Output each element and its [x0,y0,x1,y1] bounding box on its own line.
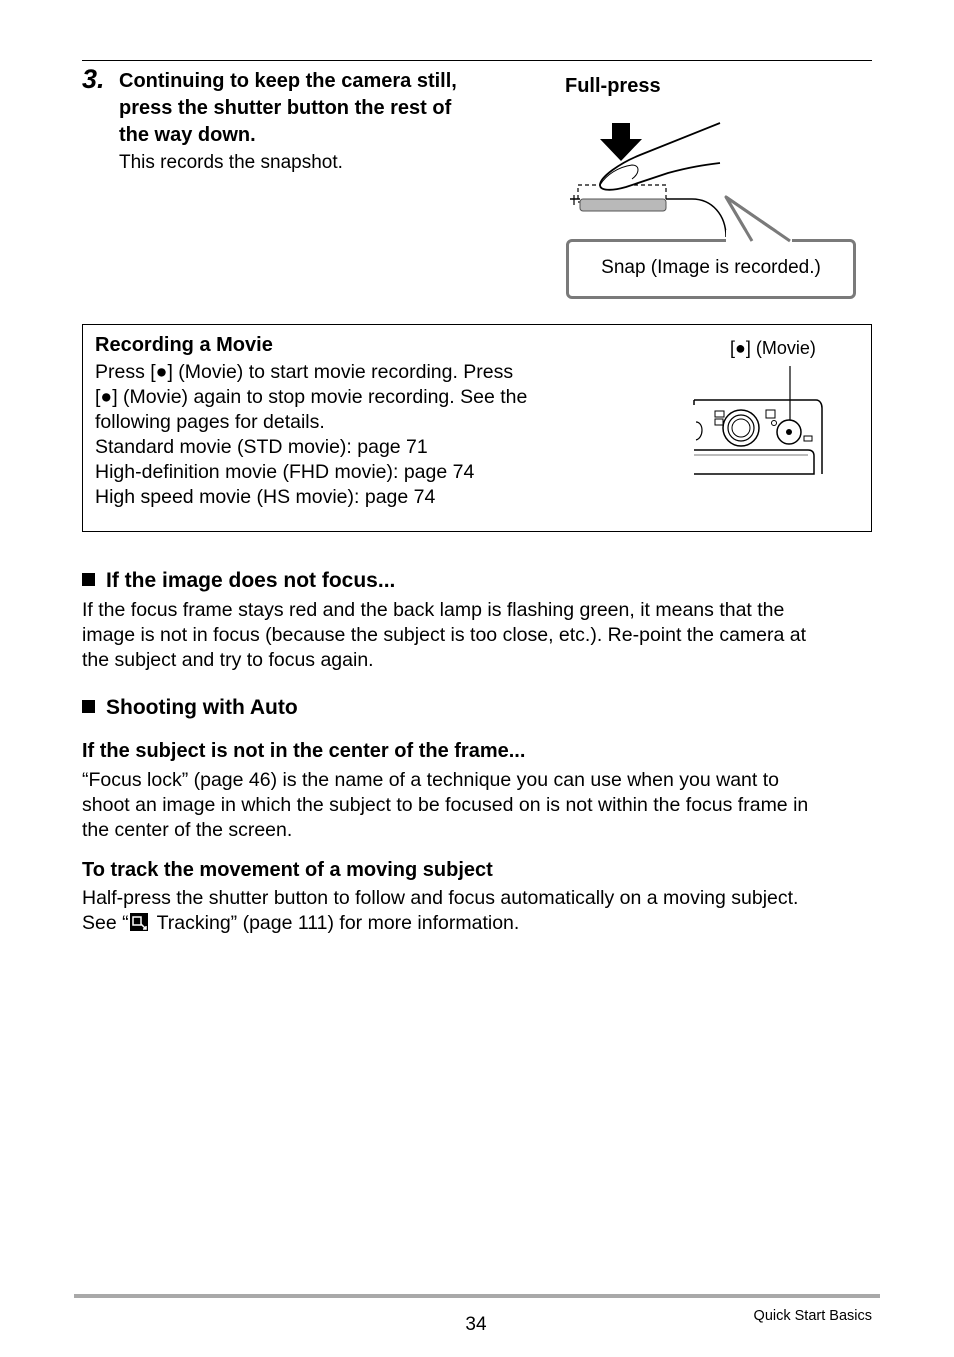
movie-box-line: Standard movie (STD movie): page 71 [95,436,428,458]
body-line: Half-press the shutter button to follow and focus automatically on a moving subject. [82,887,799,909]
tracking-body [82,886,872,936]
tracking-heading: To track the movement of a moving subject [82,859,493,881]
movie-box-line: [●] (Movie) again to stop movie recording. See the [95,386,528,408]
step-note: This records the snapshot. [119,152,343,173]
body-line: image is not in focus (because the subject is too close, etc.). Re-point the camera at [82,624,807,646]
body-line: If the focus frame stays red and the back lamp is flashing green, it means that the [82,599,785,621]
body-line: the center of the screen. [82,819,293,841]
subject-center-body [82,768,872,843]
movie-box-line: High-definition movie (FHD movie): page 74 [95,461,475,483]
tracking-suffix: Tracking” (page 111) for more information. [156,912,520,934]
auto-section-heading [82,694,298,722]
footer-rule [74,1294,880,1298]
movie-box-line: following pages for details. [95,411,325,433]
camera-top-illustration [690,360,830,485]
body-line: the subject and try to focus again. [82,649,374,671]
callout-pointer-outline [560,115,870,245]
movie-box-line: Press [●] (Movie) to start movie recording. Press [95,361,514,383]
tracking-icon [129,912,149,932]
step-instruction-line: Continuing to keep the camera still, [119,70,457,92]
tracking-prefix: See “ [82,912,129,934]
footer-section-name: Quick Start Basics [753,1308,872,1324]
focus-section-heading [82,567,395,595]
movie-box-title: Recording a Movie [95,334,273,356]
body-line: shoot an image in which the subject to be focused on is not within the focus frame in [82,794,809,816]
full-press-label: Full-press [565,75,661,97]
focus-heading-text: If the image does not focus... [106,569,396,592]
movie-box-text [95,360,595,510]
subject-center-heading: If the subject is not in the center of the frame... [82,740,526,762]
square-bullet-icon [82,573,95,586]
body-line: “Focus lock” (page 46) is the name of a technique you can use when you want to [82,769,779,791]
auto-heading-text: Shooting with Auto [106,696,298,719]
movie-button-label: [●] (Movie) [730,338,816,358]
callout-text: Snap (Image is recorded.) [601,257,821,278]
top-rule [82,60,872,61]
focus-section-body [82,598,872,673]
body-line [82,911,872,936]
step-instruction-line: the way down. [119,124,256,146]
step-instruction [119,68,519,149]
movie-box-line: High speed movie (HS movie): page 74 [95,486,436,508]
step-instruction-line: press the shutter button the rest of [119,97,452,119]
page-number: 34 [465,1314,487,1335]
step-number: 3. [82,64,105,94]
square-bullet-icon [82,700,95,713]
